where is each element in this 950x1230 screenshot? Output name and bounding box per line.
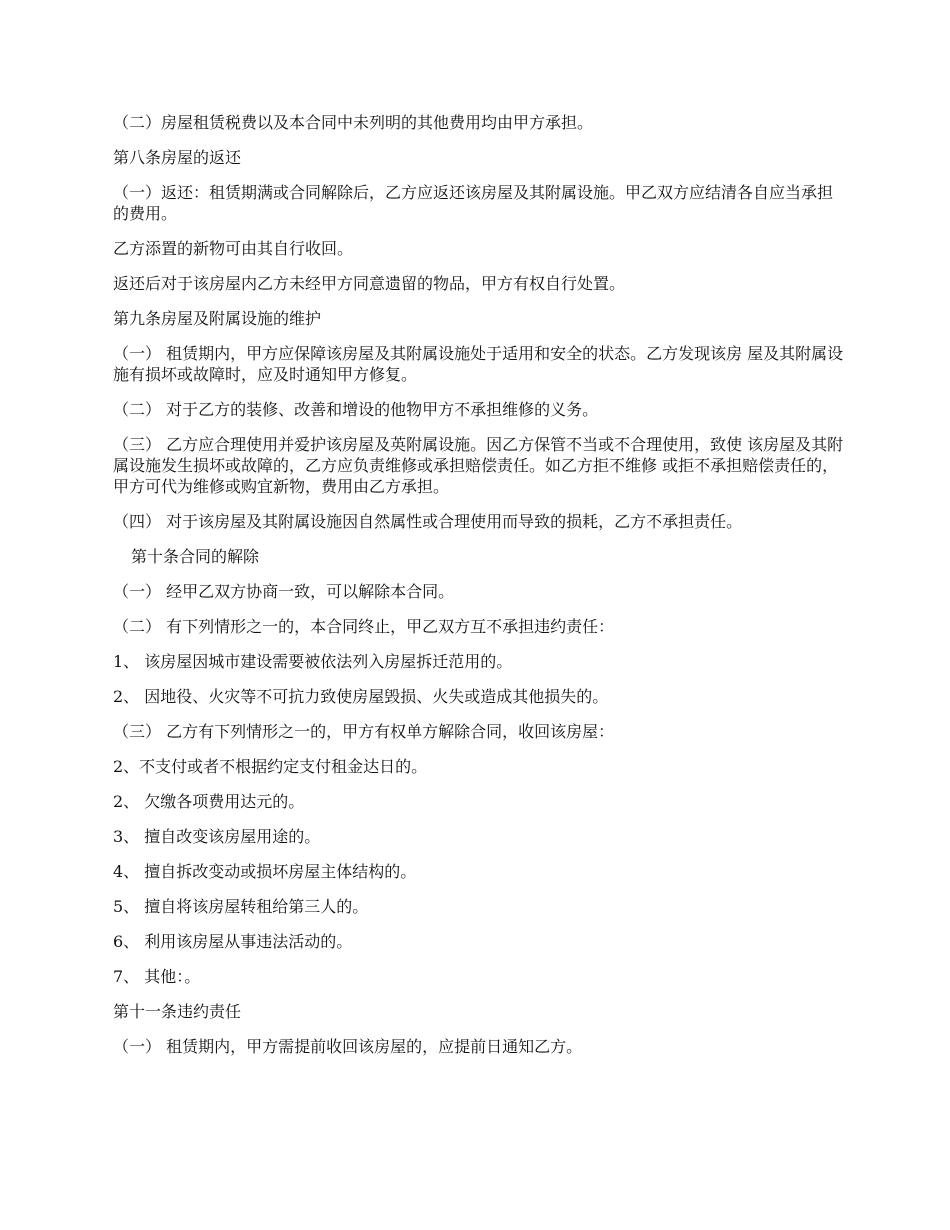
paragraph-maintenance-4: （四） 对于该房屋及其附属设施因自然属性或合理使用而导致的损耗，乙方不承担责任。 — [113, 512, 743, 531]
paragraph-maintenance-3: （三） 乙方应合理使用并爱护该房屋及英附属设施。因乙方保管不当或不合理使用，致使 该房屋及其附属设施发生损坏或故障的，乙方应负责维修或承担赔偿责任。如乙方拒不维修 或拒不承担赔偿责任的，甲方可代为维修或购宜新物，费用由乙方承担。 — [113, 435, 844, 496]
heading-article-11: 第十一条违约责任 — [113, 1002, 242, 1021]
paragraph-termination-2: （二） 有下列情形之一的，本合同终止，甲乙双方互不承担违约责任： — [113, 617, 615, 636]
list-item-fees: 2、 欠缴各项费用达元的。 — [113, 792, 305, 811]
document-page — [113, 112, 848, 1071]
heading-article-8: 第八条房屋的返还 — [113, 148, 242, 167]
list-item-sublet: 5、 擅自将该房屋转租给第三人的。 — [113, 897, 369, 916]
list-item-use: 3、 擅自改变该房屋用途的。 — [113, 827, 321, 846]
list-item-other: 7、 其他：。 — [113, 967, 201, 986]
list-item-illegal: 6、 利用该房屋从事违法活动的。 — [113, 932, 353, 951]
paragraph-termination-1: （一） 经甲乙双方协商一致，可以解除本合同。 — [113, 582, 455, 601]
list-item-rent: 2、不支付或者不根据约定支付租金达日的。 — [113, 757, 428, 776]
paragraph-maintenance-1: （一） 租赁期内，甲方应保障该房屋及其附属设施处于适用和安全的状态。乙方发现该房 屋及其附属设施有损坏或故障时，应及时通知甲方修复。 — [113, 344, 844, 384]
list-item-structure: 4、 擅自拆改变动或损坏房屋主体结构的。 — [113, 862, 417, 881]
paragraph-termination-3: （三） 乙方有下列情形之一的，甲方有权单方解除合同，收回该房屋： — [113, 722, 615, 741]
heading-article-9: 第九条房屋及附属设施的维护 — [113, 309, 322, 328]
list-item-2: 2、 因地役、火灾等不可抗力致使房屋毁损、火失或造成其他损失的。 — [113, 687, 609, 706]
paragraph-return: （一）返还：租赁期满或合同解除后，乙方应返还该房屋及其附属设施。甲乙双方应结清各自应当承担的费用。 — [113, 183, 834, 223]
paragraph-tax-fees: （二）房屋租赁税费以及本合同中未列明的其他费用均由甲方承担。 — [113, 113, 594, 132]
paragraph-maintenance-2: （二） 对于乙方的装修、改善和增设的他物甲方不承担维修的义务。 — [113, 400, 599, 419]
heading-article-10: 第十条合同的解除 — [131, 547, 260, 566]
paragraph-added-items: 乙方添置的新物可由其自行收回。 — [113, 239, 354, 258]
paragraph-liability-1: （一） 租赁期内，甲方需提前收回该房屋的，应提前日通知乙方。 — [113, 1037, 583, 1056]
list-item-1: 1、 该房屋因城市建设需要被依法列入房屋拆迁范用的。 — [113, 652, 513, 671]
paragraph-left-items: 返还后对于该房屋内乙方未经甲方同意遗留的物品，甲方有权自行处置。 — [113, 274, 626, 293]
